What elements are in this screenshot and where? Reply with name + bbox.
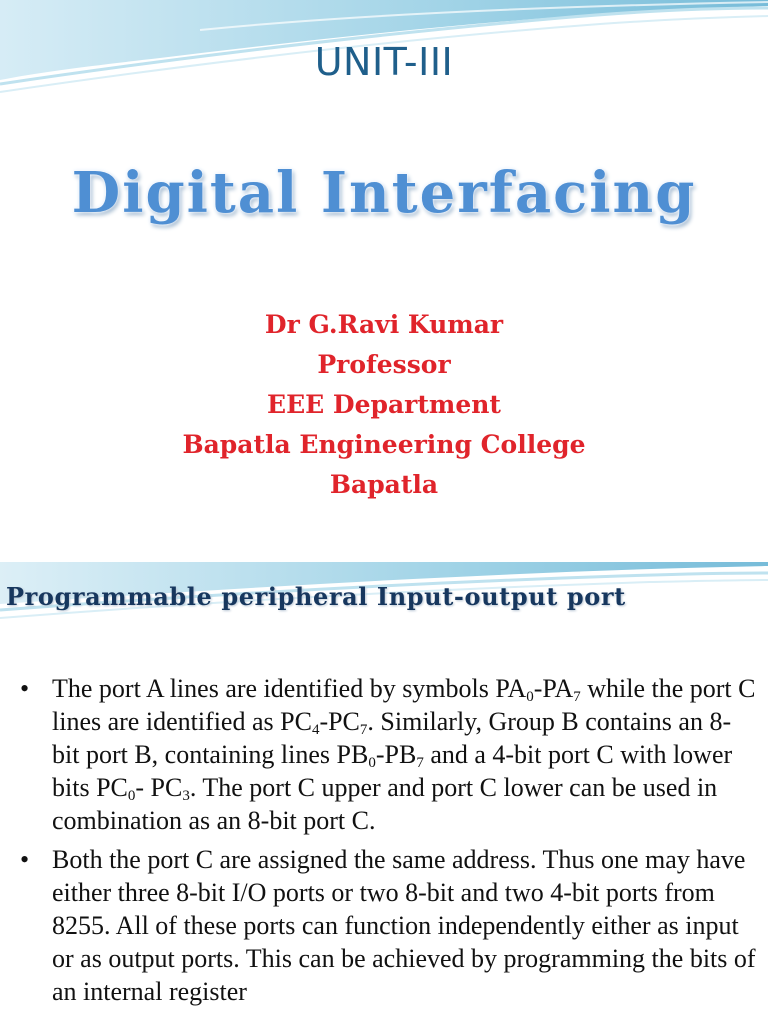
- author-college: Bapatla Engineering College: [182, 430, 586, 459]
- text-segment: while the port C lines are identified as PC: [52, 674, 756, 736]
- text-segment: . Similarly, Group B contains an 8-bit port B, containing lines PB: [52, 707, 732, 769]
- text-segment: -PC: [319, 707, 360, 736]
- author-designation: Professor: [317, 350, 451, 379]
- bullet-symbol: •: [20, 845, 30, 874]
- text-segment: and a 4-bit port C with lower bits PC: [52, 740, 733, 802]
- slide-title: Digital Interfacing: [71, 160, 697, 226]
- subscript: 7: [359, 722, 368, 738]
- content-slide: [0, 562, 768, 1024]
- text-segment: . The port C upper and port C lower can be used in combination as an 8-bit port C.: [52, 773, 718, 835]
- text-segment: - PC: [135, 773, 183, 802]
- author-place: Bapatla: [329, 470, 439, 499]
- bullet-text: [52, 845, 756, 1006]
- text-segment: -PA: [533, 674, 574, 703]
- subscript: 0: [526, 689, 534, 705]
- slide-title: Programmable peripheral Input-output port: [6, 582, 626, 611]
- bullet-item: [20, 843, 756, 1008]
- subscript: 0: [127, 788, 136, 804]
- author-name: Dr G.Ravi Kumar: [264, 310, 504, 339]
- subscript: 7: [416, 755, 424, 771]
- bullet-item: [20, 672, 756, 837]
- author-block: [0, 305, 768, 505]
- bullet-text: [52, 674, 756, 835]
- unit-label: UNIT-III: [314, 40, 454, 84]
- text-segment: Both the port C are assigned the same address. Thus one may have either three 8-bit I/O ports or two 8-bit and two 4-bit ports from 8255. All of these ports can function independently either as input or as output ports. This can be achieved by programming the bits of an internal register: [52, 845, 756, 1006]
- subscript: 0: [368, 755, 376, 771]
- subscript: 3: [182, 788, 190, 804]
- text-segment: -PB: [375, 740, 417, 769]
- text-segment: The port A lines are identified by symbols PA: [52, 674, 527, 703]
- subscript: 7: [573, 689, 581, 705]
- bullet-symbol: •: [20, 674, 30, 703]
- author-department: EEE Department: [267, 390, 501, 419]
- subscript: 4: [311, 722, 320, 738]
- bullet-list: [20, 672, 756, 1014]
